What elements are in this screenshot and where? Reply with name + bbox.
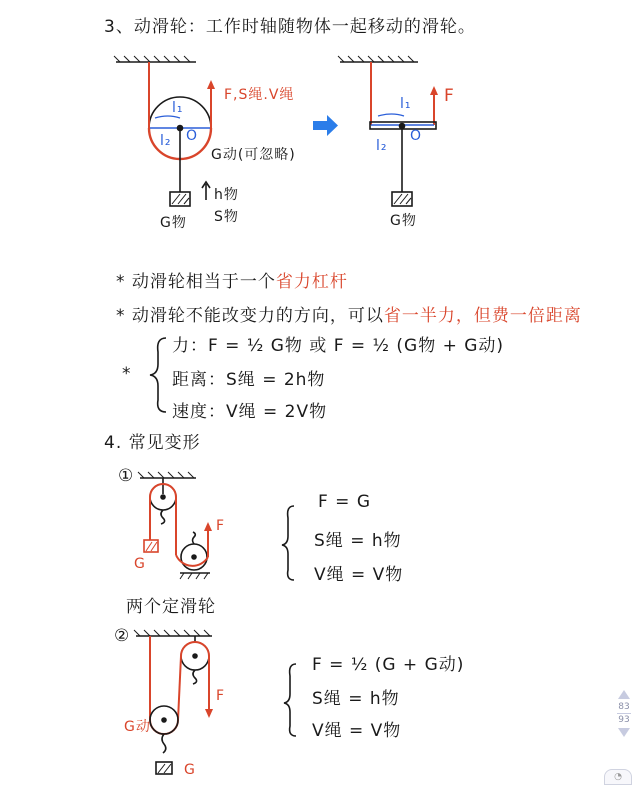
l1-label-right: l₁ xyxy=(400,96,412,112)
s-wu-label: S物 xyxy=(214,209,239,225)
formula-force: 力：F = ½ G物 或 F = ½ (G物 + G动) xyxy=(172,336,505,356)
formula-speed: 速度：V绳 = 2V物 xyxy=(172,402,328,422)
case2-g-label: G xyxy=(184,762,196,778)
force-arrow-head xyxy=(207,80,215,89)
note-2-highlight: 省一半力，但费一倍距离 xyxy=(383,306,582,326)
ceiling-hatch xyxy=(114,56,190,62)
page-up-icon[interactable] xyxy=(618,690,630,699)
case1-caption: 两个定滑轮 xyxy=(126,597,216,617)
note-1-text: * 动滑轮相当于一个 xyxy=(116,272,276,292)
page-down-icon[interactable] xyxy=(618,728,630,737)
g-wu-label-left: G物 xyxy=(160,215,187,231)
case2-eq-distance: S绳 = h物 xyxy=(312,689,400,709)
formula-star: * xyxy=(122,364,132,384)
o-label-left: O xyxy=(186,128,199,144)
note-1 xyxy=(116,267,348,292)
g-dong-label: G动(可忽略) xyxy=(211,147,296,163)
case2-eq-speed: V绳 = V物 xyxy=(312,721,402,741)
case2-f-label: F xyxy=(216,688,226,704)
weight-hatch xyxy=(172,194,189,204)
pulley-axle xyxy=(178,126,183,131)
section4-heading: 4. 常见变形 xyxy=(104,433,201,453)
l2-label-left: l₂ xyxy=(160,133,172,149)
note-2-text: * 动滑轮不能改变力的方向，可以 xyxy=(116,306,384,326)
o-label-right: O xyxy=(410,128,423,144)
case2-g-dong-label: G动 xyxy=(124,719,151,735)
h-wu-label: h物 xyxy=(214,187,239,203)
corner-tab-button[interactable] xyxy=(604,769,632,785)
case2-eq-force: F = ½ (G + G动) xyxy=(312,655,465,675)
case1-eq-speed: V绳 = V物 xyxy=(314,565,404,585)
case2-figure xyxy=(134,630,213,774)
case1-eq-force: F = G xyxy=(318,492,372,512)
case1-brace xyxy=(282,506,294,580)
l2-label-right: l₂ xyxy=(376,138,388,154)
l1-label-left: l₁ xyxy=(172,100,184,116)
force-label-right: F xyxy=(444,86,455,106)
section3-heading: 3、动滑轮：工作时轴随物体一起移动的滑轮。 xyxy=(104,17,476,37)
case1-g-label: G xyxy=(134,556,146,572)
l1-brace xyxy=(155,116,180,118)
g-wu-label-right: G物 xyxy=(390,213,417,229)
lever-model-figure xyxy=(338,56,438,206)
case1-f-label: F xyxy=(216,518,226,534)
case1-eq-distance: S绳 = h物 xyxy=(314,531,402,551)
page-navigator xyxy=(612,690,636,737)
case1-number: ① xyxy=(118,466,135,486)
moving-pulley-figure xyxy=(114,56,215,206)
note-2 xyxy=(116,301,582,326)
note-1-highlight: 省力杠杆 xyxy=(275,272,348,292)
page-divider xyxy=(617,713,631,714)
chevron-icon: ◔ xyxy=(614,772,622,782)
case2-number: ② xyxy=(114,626,131,646)
transform-arrow xyxy=(313,115,338,136)
formula-distance: 距离：S绳 = 2h物 xyxy=(172,370,326,390)
case2-brace xyxy=(284,664,296,736)
page-current: 83 xyxy=(618,702,630,712)
formula-brace xyxy=(150,338,166,412)
case1-figure xyxy=(138,472,212,579)
page-total: 93 xyxy=(618,715,630,725)
force-label-left: F,S绳.V绳 xyxy=(224,87,295,103)
